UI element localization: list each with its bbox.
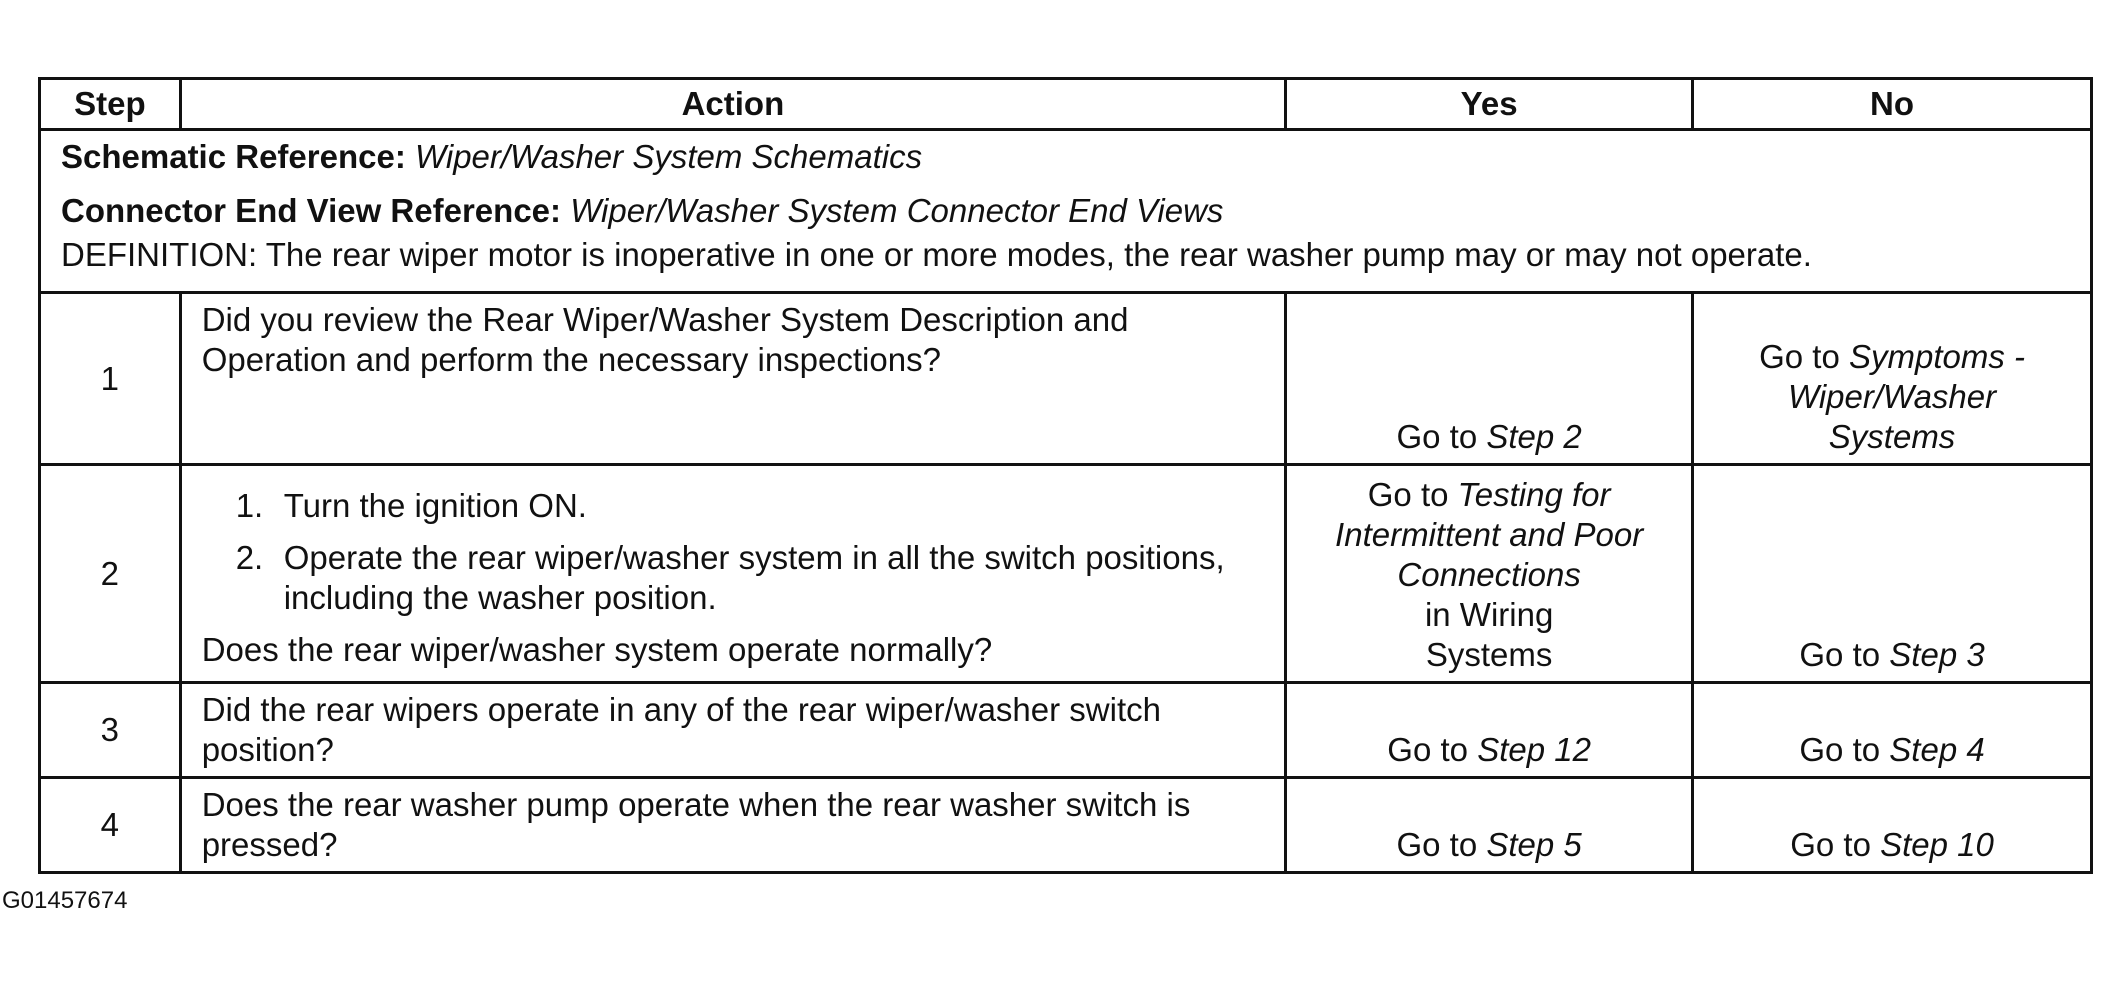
action-text: Does the rear washer pump operate when the rear washer switch is pressed? (180, 778, 1285, 873)
no-prefix: Go to (1799, 731, 1881, 768)
step-number: 3 (40, 683, 181, 778)
connector-reference (61, 191, 2070, 231)
yes-link[interactable]: Step 2 (1486, 418, 1582, 455)
header-step: Step (40, 79, 181, 130)
list-item-text: Turn the ignition ON. (283, 487, 587, 524)
no-prefix: Go to (1790, 826, 1871, 863)
yes-link[interactable]: Testing for Intermittent and Poor Connections (1335, 476, 1644, 593)
list-item-text: Operate the rear wiper/washer system in all the switch positions, including the washer position. (283, 539, 1225, 616)
table-row-step-4 (40, 778, 2092, 873)
yes-prefix: Go to (1396, 418, 1478, 455)
yes-cell (1286, 778, 1693, 873)
connector-reference-link[interactable]: Wiper/Washer System Connector End Views (570, 192, 1224, 229)
no-prefix: Go to (1799, 636, 1881, 673)
step-number: 1 (40, 293, 181, 465)
definition-text: DEFINITION: The rear wiper motor is inoperative in one or more modes, the rear washer pump may or may not operate. (61, 236, 1812, 273)
yes-cell (1286, 293, 1693, 465)
no-link[interactable]: Step 3 (1889, 636, 1985, 673)
header-action: Action (180, 79, 1285, 130)
yes-prefix: Go to (1387, 731, 1469, 768)
list-item-number: 2. (235, 539, 264, 576)
yes-cell (1286, 465, 1693, 683)
yes-link[interactable]: Step 5 (1486, 826, 1582, 863)
action-question: Does the rear wiper/washer system operate normally? (201, 631, 993, 668)
no-cell (1693, 683, 2092, 778)
yes-prefix: Go to (1396, 826, 1478, 863)
diagnostic-table (38, 77, 2093, 874)
step-number: 2 (40, 465, 181, 683)
no-link[interactable]: Step 4 (1889, 731, 1985, 768)
header-no: No (1693, 79, 2092, 130)
header-row (40, 79, 2092, 130)
no-link[interactable]: Symptoms - Wiper/Washer Systems (1787, 338, 2026, 455)
step-number: 4 (40, 778, 181, 873)
figure-id: G01457674 (2, 887, 128, 914)
yes-link[interactable]: Step 12 (1477, 731, 1591, 768)
no-cell (1693, 293, 2092, 465)
yes-prefix: Go to (1367, 476, 1449, 513)
header-yes: Yes (1286, 79, 1693, 130)
action-list (202, 486, 1266, 618)
table-row-step-2 (40, 465, 2092, 683)
no-cell (1693, 778, 2092, 873)
action-text: Did you review the Rear Wiper/Washer System Description and Operation and perform the necessary inspections? (180, 293, 1285, 465)
reference-cell (40, 130, 2092, 293)
reference-row (40, 130, 2092, 293)
list-item (202, 538, 1266, 618)
yes-suffix: in Wiring Systems (1424, 596, 1554, 673)
table-row-step-1 (40, 293, 2092, 465)
yes-cell (1286, 683, 1693, 778)
list-item-number: 1. (235, 487, 264, 524)
list-item (202, 486, 1266, 526)
schematic-reference (61, 137, 2070, 177)
table-row-step-3 (40, 683, 2092, 778)
no-link[interactable]: Step 10 (1880, 826, 1994, 863)
no-cell (1693, 465, 2092, 683)
no-prefix: Go to (1759, 338, 1840, 375)
schematic-reference-link[interactable]: Wiper/Washer System Schematics (415, 138, 923, 175)
action-text: Did the rear wipers operate in any of the rear wiper/washer switch position? (180, 683, 1285, 778)
schematic-reference-label: Schematic Reference: (61, 138, 406, 175)
action-cell (180, 465, 1285, 683)
connector-reference-label: Connector End View Reference: (61, 192, 562, 229)
